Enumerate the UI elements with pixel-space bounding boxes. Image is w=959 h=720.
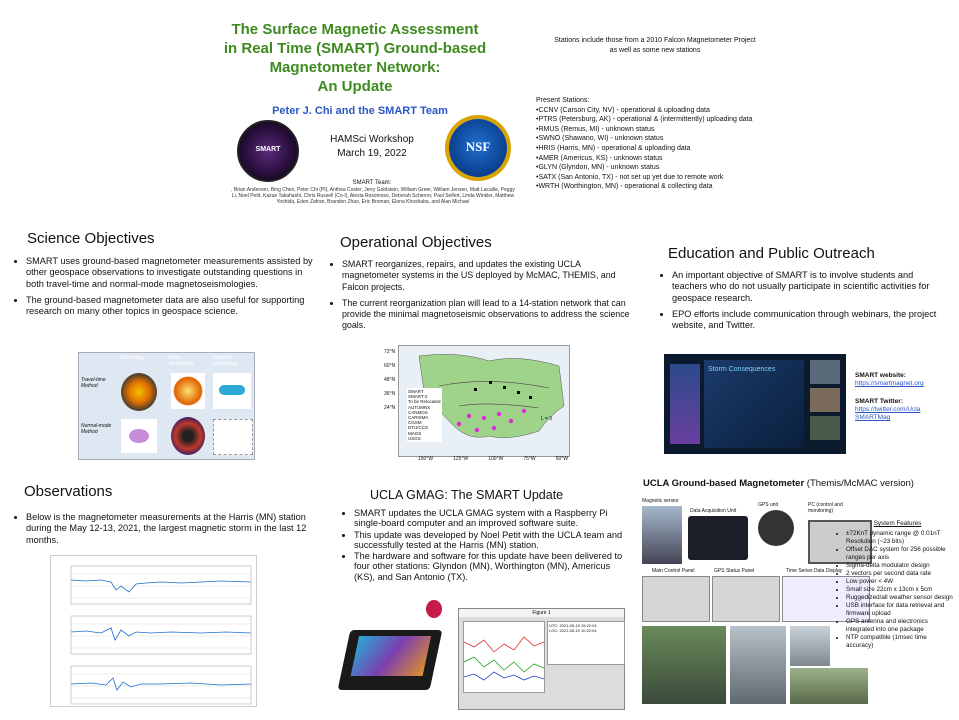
- system-features-heading: System Features: [873, 520, 922, 527]
- daq-unit-photo: [688, 516, 748, 560]
- figure-readout: [547, 621, 625, 665]
- station-item: •PTRS (Petersburg, AK) - operational & (intermittently) uploading data: [536, 116, 753, 124]
- station-item: •SWNO (Shawano, WI) - unknown status: [536, 135, 664, 143]
- figure-window-title: Figure 1: [459, 609, 624, 617]
- nsf-logo: [449, 119, 507, 177]
- timeseries-svg: [51, 556, 256, 706]
- title-line-1: The Surface Magnetic Assessment: [231, 21, 479, 38]
- field-line-resonance-image: [213, 419, 253, 455]
- earth-travel-time-image: [121, 373, 157, 411]
- science-bullet: • SMART uses ground-based magnetometer measurements assisted by other geospace observations to investigate outstanding questions in both travel-time and normal-mode magnetoseismologies.: [26, 256, 319, 290]
- operational-bullets: [330, 259, 630, 337]
- lat-tick: 72°N: [384, 349, 396, 355]
- gps-unit-photo: [758, 510, 794, 546]
- lat-tick: 60°N: [384, 363, 396, 369]
- figure-plot-svg: [464, 622, 544, 692]
- label-main-control-panel: Main Control Panel: [652, 568, 695, 574]
- outreach-bullet: • An important objective of SMART is to involve students and teachers who do not usually participate in scientific activities for geospace research.: [672, 270, 950, 304]
- magnetosphere-travel-time-image: [213, 373, 251, 409]
- lat-tick: 48°N: [384, 377, 396, 383]
- legend-item: CANMOS: [408, 409, 428, 415]
- gps-status-panel-screenshot: [712, 576, 780, 622]
- gmag-bullet: • The hardware and software for this update have been delivered to four other stations: Glyndon (MN), Worthington (MN), Americus (KS), and San Antonio (TX).: [354, 551, 632, 582]
- magnetometer-timeseries: [50, 555, 257, 707]
- operational-bullet: • SMART reorganizes, repairs, and updates the existing UCLA magnetometer systems in the US deployed by McMAC, THEMIS, and Falcon projects.: [342, 259, 630, 293]
- outreach-bullets: [660, 270, 950, 336]
- lon-tick: 75°W: [523, 456, 536, 462]
- website-label: SMART website:: [855, 372, 906, 379]
- lon-tick: 100°W: [488, 456, 504, 462]
- stations-note-line-2: as well as some new stations: [609, 47, 701, 54]
- poster-title: [200, 20, 510, 96]
- lon-tick: 150°W: [418, 456, 434, 462]
- station-item: •RMUS (Remus, MI) - unknown status: [536, 125, 655, 133]
- title-line-3: Magnetometer Network:: [269, 59, 441, 76]
- webinar-side-image: [670, 364, 700, 444]
- outreach-bullet: • EPO efforts include communication through webinars, the project website, and Twitter.: [672, 309, 950, 332]
- ucla-gm-heading-bold: UCLA Ground-based Magnetometer: [643, 478, 805, 489]
- label-gps-unit: GPS unit: [758, 502, 779, 508]
- science-bullets: [14, 256, 319, 322]
- station-item: •WRTH (Worthington, MN) - operational & collecting data: [536, 183, 713, 191]
- webinar-video-tile: [810, 416, 840, 440]
- label-time-series-display: Time Series Data Display: [786, 568, 843, 574]
- webinar-screenshot: [664, 354, 846, 454]
- readout-loc: LOC: 2021-05-19 10:22:04: [549, 628, 597, 633]
- feature-item: • Low power < 4W: [846, 578, 955, 586]
- ucla-gm-heading: [643, 478, 914, 489]
- feature-item: • ±72KnT dynamic range @ 0.01nT Resolution (~23 bits): [846, 530, 955, 546]
- legend-item: SMART-2: [408, 394, 428, 400]
- table-col-seismology: Seismology: [119, 355, 145, 361]
- feature-item: • Sigma-delta modulator design: [846, 562, 955, 570]
- station-item: •AMER (Americus, KS) - unknown status: [536, 154, 663, 162]
- legend-item: AUTUMNX: [408, 404, 431, 410]
- observations-bullets: [14, 512, 314, 551]
- legend-item: USGS: [408, 435, 421, 441]
- main-control-panel-screenshot: [642, 576, 710, 622]
- readout-utc: UTC: 2021-05-19 15:22:04: [549, 623, 597, 628]
- pi-touchscreen: [338, 630, 443, 690]
- table-col-helioseismology: Helio-seismology: [169, 355, 195, 367]
- workshop-name: HAMSci Workshop: [330, 134, 414, 145]
- station-item: •SATX (San Antonio, TX) - not set up yet due to remote work: [536, 173, 724, 181]
- webinar-video-tile: [810, 388, 840, 412]
- ucla-gm-heading-light: (Themis/McMAC version): [804, 478, 914, 489]
- science-heading: Science Objectives: [27, 230, 155, 247]
- field-photo-1: [642, 626, 726, 704]
- science-bullet: • The ground-based magnetometer data are also useful for supporting research on many other topics in geospace science.: [26, 295, 319, 318]
- earth-normal-mode-image: [121, 419, 157, 453]
- station-item: •HRIS (Harris, MN) - operational & uploading data: [536, 144, 691, 152]
- station-item: •GLYN (Glyndon, MN) - unknown status: [536, 164, 660, 172]
- observations-heading: Observations: [24, 483, 113, 500]
- figure-plot-area: [463, 621, 545, 693]
- smart-logo: [237, 120, 299, 182]
- gmag-bullets: [342, 508, 632, 583]
- field-photo-2: [730, 626, 786, 704]
- raspberry-pi-logo: [426, 600, 442, 618]
- team-heading: SMART Team:: [352, 180, 392, 186]
- gmag-figure-window: [458, 608, 625, 710]
- twitter-link[interactable]: https://twitter.com/Ucla: [855, 406, 921, 413]
- label-magnetic-sensor: Magnetic sensor: [642, 498, 679, 504]
- nsf-logo-text: NSF: [465, 139, 491, 154]
- team-members: , Brian Anderson, Bing Chen, Peter Chi (PI), Anthea Coster, Jerry Goldstein, William Greer, William Jensen, Matt Lacaille, Peggy Li, Noel Petit, Kazue Takahashi, Chris Russell (Co-I), Alexia Rosomoso, Deborah Scherrer, Paul Seifert, Linda Winkler, Matthew Yoshida, Eden Zafran, Brandon Zhao, Eric Broman, Elona Khoshaba, and Alan Michael: [231, 187, 515, 205]
- title-line-4: An Update: [317, 78, 393, 95]
- sun-travel-time-image: [171, 373, 205, 409]
- title-line-2: in Real Time (SMART) Ground-based: [223, 40, 487, 57]
- feature-item: • Offset DAC system for 256 possible ranges per axis: [846, 546, 955, 562]
- legend-item: SMART: [408, 389, 424, 394]
- twitter-label: SMART Twitter:: [855, 398, 903, 405]
- feature-item: • Ruggedized/all weather sensor design: [846, 594, 955, 602]
- gmag-bullet: • SMART updates the UCLA GMAG system with a Raspberry Pi single-board computer and an improved software suite.: [354, 508, 632, 529]
- label-daq-unit: Data Acquisition Unit: [690, 508, 737, 514]
- observations-bullet: • Below is the magnetometer measurements at the Harris (MN) station during the May 12-13, 2021, the largest magnetic storm in the last 12 months.: [26, 512, 314, 546]
- system-features: [840, 520, 955, 650]
- gmag-heading: UCLA GMAG: The SMART Update: [370, 488, 564, 502]
- sun-normal-mode-image: [171, 417, 205, 455]
- lon-tick: 125°W: [453, 456, 469, 462]
- lon-tick: 50°W: [555, 456, 568, 462]
- map-l-value: L = 3: [541, 416, 553, 422]
- workshop-info: [322, 133, 422, 161]
- operational-bullet: • The current reorganization plan will lead to a 14-station network that can provide the minimal magnetoseismic observations to address the science goals.: [342, 298, 630, 332]
- feature-item: • Small size 22cm x 13cm x 5cm: [846, 586, 955, 594]
- outreach-heading: Education and Public Outreach: [668, 245, 875, 262]
- label-gps-status-panel: GPS Status Panel: [714, 568, 755, 574]
- lat-tick: 24°N: [384, 405, 396, 411]
- science-methods-table: [78, 352, 255, 460]
- legend-item: CGSM: [408, 420, 422, 426]
- authors: Peter J. Chi and the SMART Team: [272, 105, 448, 117]
- webinar-slide: [704, 360, 804, 448]
- feature-item: • USB interface for data retrieval and firmware upload: [846, 602, 955, 618]
- table-row-normal-mode: Normal-mode Method: [81, 423, 112, 435]
- gmag-bullet: • This update was developed by Noel Petit with the UCLA team and successfully tested at the Harris (MN) station.: [354, 530, 632, 551]
- map-legend: [407, 388, 442, 442]
- field-photo-4: [790, 668, 868, 704]
- raspberry-pi-device: [340, 600, 445, 700]
- feature-item: • GPS antenna and electronics integrated into one package: [846, 618, 955, 634]
- operational-heading: Operational Objectives: [340, 234, 492, 251]
- stations-note: [540, 36, 770, 56]
- workshop-date: March 19, 2022: [337, 148, 407, 159]
- smart-logo-text: SMART: [255, 146, 281, 153]
- legend-item: DTU/CCS: [408, 425, 428, 431]
- website-link[interactable]: https://smartmagnet.org: [855, 380, 924, 387]
- lat-tick: 36°N: [384, 391, 396, 397]
- stations-note-line-1: Stations include those from a 2010 Falcon Magnetometer Project: [554, 37, 756, 44]
- map-lat-ticks: [384, 345, 398, 415]
- outreach-links: [855, 372, 955, 422]
- station-item: •CCNV (Carson City, NV) - operational & uploading data: [536, 106, 710, 114]
- twitter-link-continued[interactable]: SMARTMag: [855, 414, 891, 421]
- webinar-video-tile: [810, 360, 840, 384]
- station-map: [398, 345, 570, 457]
- legend-item: CARISMA: [408, 415, 429, 421]
- table-row-travel-time: Travel-time Method: [81, 377, 106, 389]
- magnetic-sensor-photo: [642, 506, 682, 564]
- present-stations: [536, 96, 796, 192]
- webinar-slide-title: Storm Consequences: [708, 366, 776, 373]
- legend-item: MAGS: [408, 430, 422, 436]
- map-lon-ticks: [418, 456, 568, 462]
- table-col-magnetoseismology: Magneto-seismology: [213, 355, 239, 367]
- feature-item: • NTP compatible (1msec time accuracy): [846, 634, 955, 650]
- feature-item: • 2 vectors per second data rate: [846, 570, 955, 578]
- label-pc: PC (control and monitoring): [808, 502, 843, 514]
- legend-item: To be Relocated: [408, 399, 441, 405]
- field-photo-3: [790, 626, 830, 666]
- present-stations-heading: Present Stations:: [536, 97, 590, 104]
